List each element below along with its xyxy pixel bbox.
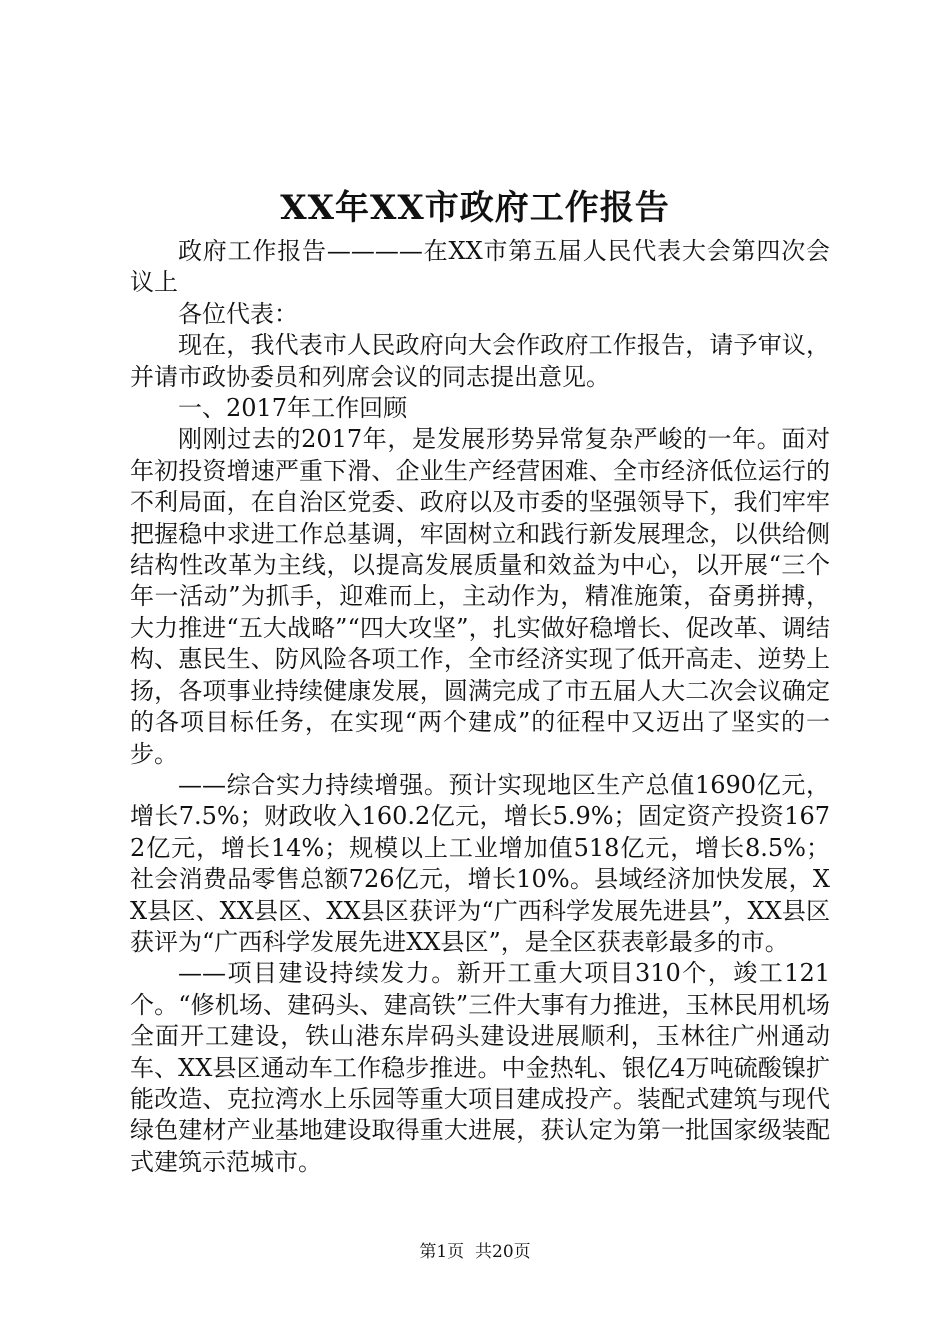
paragraph-projects: ——项目建设持续发力。新开工重大项目310个，竣工121个。“修机场、建码头、建高铁”三件大事有力推进，玉林民用机场全面开工建设，铁山港东岸码头建设进展顺利，玉林往广州通动车、XX县区通动车工作稳步推进。中金热轧、银亿4万吨硫酸镍扩能改造、克拉湾水上乐园等重大项目建成投产。装配式建筑与现代绿色建材产业基地建设取得重大进展，获认定为第一批国家级装配式建筑示范城市。: [130, 959, 830, 1176]
document-body: [130, 236, 830, 1178]
page-number: 第1页: [419, 1242, 465, 1262]
paragraph-economy: ——综合实力持续增强。预计实现地区生产总值1690亿元，增长7.5%；财政收入160.2亿元，增长5.9%；固定资产投资1672亿元，增长14%；规模以上工业增加值518亿元，增长8.5%；社会消费品零售总额726亿元，增长10%。县域经济加快发展，XX县区、XX县区、XX县区获评为“广西科学发展先进县”，XX县区获评为“广西科学发展先进XX县区”，是全区获表彰最多的市。: [130, 770, 830, 956]
section-heading: 一、2017年工作回顾: [178, 394, 408, 423]
page-total: 共20页: [475, 1242, 531, 1262]
paragraph-review: 刚刚过去的2017年，是发展形势异常复杂严峻的一年。面对年初投资增速严重下滑、企业生产经营困难、全市经济低位运行的不利局面，在自治区党委、政府以及市委的坚强领导下，我们牢牢把握稳中求进工作总基调，牢固树立和践行新发展理念，以供给侧结构性改革为主线，以提高发展质量和效益为中心，以开展“三个年一活动”为抓手，迎难而上，主动作为，精准施策，奋勇拼搏，大力推进“五大战略”“四大攻坚”，扎实做好稳增长、促改革、调结构、惠民生、防风险各项工作，全市经济实现了低开高走、逆势上扬，各项事业持续健康发展，圆满完成了市五届人大二次会议确定的各项目标任务，在实现“两个建成”的征程中又迈出了坚实的一步。: [130, 425, 830, 768]
page-footer: [0, 1240, 950, 1264]
paragraph-subtitle: 政府工作报告————在XX市第五届人民代表大会第四次会议上: [130, 237, 830, 297]
paragraph-intro: 现在，我代表市人民政府向大会作政府工作报告，请予审议，并请市政协委员和列席会议的同志提出意见。: [130, 331, 830, 391]
paragraph-salutation: 各位代表：: [178, 299, 298, 328]
document-title: XX年XX市政府工作报告: [280, 188, 670, 228]
